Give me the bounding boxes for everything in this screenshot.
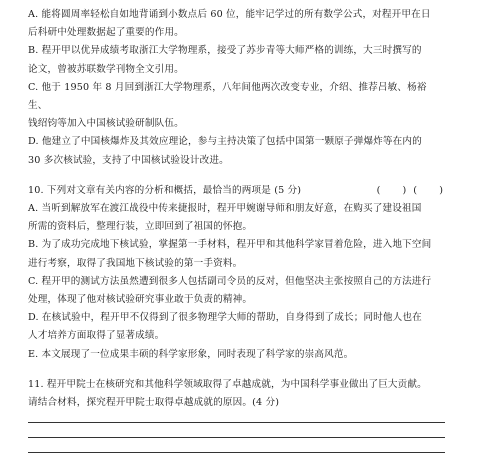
option-line: A. 能将圆周率轻松自如地背诵到小数点后 60 位，能牢记学过的所有数学公式，对程开甲在日 [28, 9, 431, 20]
q9-option-a [28, 6, 445, 42]
q10-header [28, 182, 445, 200]
option-line: A. 当听到解放军在渡江战役中传来捷报时，程开甲婉谢导师和朋友好意，在购买了建设祖国 [28, 203, 422, 215]
option-line: 30 多次核试验，支持了中国核试验设计改进。 [28, 154, 229, 166]
option-line: 论文，曾被苏联数学刊物全文引用。 [28, 63, 184, 75]
option-line: 进行考察，取得了我国地下核试验的第一手资料。 [28, 257, 243, 269]
answer-line[interactable] [28, 437, 445, 438]
option-line: 所需的资料后，整理行装，立即回到了祖国的怀抱。 [28, 221, 253, 233]
option-line: C. 程开甲的测试方法虽然遭到很多人包括副司令员的反对，但他坚决主张按照自己的方法进行 [28, 275, 432, 287]
spacer [28, 364, 445, 376]
q9-option-b [28, 42, 445, 78]
answer-line[interactable] [28, 422, 445, 423]
option-line: B. 程开甲以优异成绩考取浙江大学物理系，接受了苏步青等大师严格的训练，大三时撰写的 [28, 45, 422, 57]
option-line: B. 为了成功完成地下核试验，掌握第一手材料，程开甲和其他科学家冒着危险，进入地下空间 [28, 239, 432, 251]
q10-answer-slots[interactable]: ( ) ( ) [376, 184, 445, 196]
q10-option-a [28, 200, 445, 236]
q9-option-d [28, 133, 445, 169]
q10-stem: 10. 下列对文章有关内容的分析和概括，最恰当的两项是 (5 分) [28, 184, 302, 196]
question-11 [28, 376, 445, 453]
q10-option-c [28, 273, 445, 309]
q11-answer-area[interactable] [28, 422, 445, 453]
option-line: 钱绍钧等加入中国核试验研制队伍。 [28, 118, 184, 130]
option-line: D. 他建立了中国核爆炸及其效应理论，参与主持决策了包括中国第一颗原子弹爆炸等在内的 [28, 136, 422, 148]
q10-option-d [28, 309, 445, 345]
q9-options [28, 6, 445, 170]
q10-option-e [28, 346, 445, 364]
q9-option-c [28, 79, 445, 134]
q11-stem-line: 请结合材料，探究程开甲院士取得卓越成就的原因。(4 分) [28, 397, 280, 409]
option-line: D. 在核试验中，程开甲不仅得到了很多物理学大师的帮助，自身得到了成长；同时他人也在 [28, 312, 422, 324]
option-line: C. 他于 1950 年 8 月回到浙江大学物理系，八年间他两次改变专业，介绍、推荐吕敏、杨裕生、 [28, 81, 427, 112]
option-line: E. 本文展现了一位成果丰硕的科学家形象，同时表现了科学家的崇高风范。 [28, 348, 354, 360]
option-line: 人才培养方面取得了显著成绩。 [28, 330, 165, 342]
option-line: 处理，体现了他对核试验研究事业敢于负责的精神。 [28, 294, 253, 306]
spacer [28, 170, 445, 182]
q10-option-b [28, 236, 445, 272]
question-10 [28, 182, 445, 364]
q11-stem-line: 11. 程开甲院士在核研究和其他科学领域取得了卓越成就，为中国科学事业做出了巨大贡献。 [28, 378, 427, 390]
option-line: 后科研中处理数据起了重要的作用。 [28, 27, 184, 39]
